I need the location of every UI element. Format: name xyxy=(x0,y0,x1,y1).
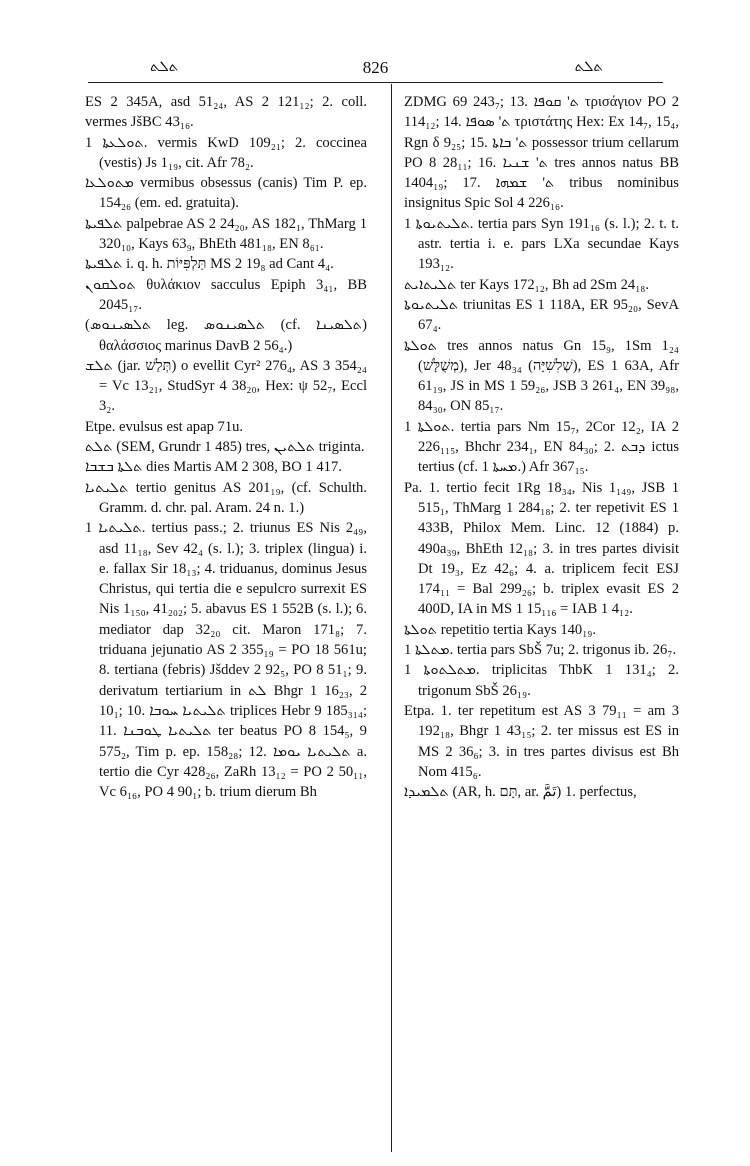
dictionary-entry: ܡܬܠܬܘܬܐ 1. triplicitas ThbK 1 131₄; 2. trigonum SbŠ 26₁₉. xyxy=(404,662,679,699)
running-head-left: ܬܠܬ xyxy=(150,59,179,75)
page-number: 826 xyxy=(362,58,389,77)
dictionary-entry: ܬܘܠܬܐ 1. tertia pars Nm 15₇, 2Cor 12₂, IA 2 226₁₁₅, Bhchr 234₁, EN 84₃₀; 2. ܕܒܬ ictus tertius (cf. ܡܚܬܐ 1.) Afr 367₁₅. xyxy=(404,418,679,476)
dictionary-entry: ܬܠܝܬܝܐ tertio genitus AS 201₁₉, (cf. Schulth. Gramm. d. chr. pal. Aram. 24 n. 1.) xyxy=(85,479,367,516)
dictionary-entry: ܬܠܝܬܝܘܬܐ triunitas ES 1 118A, ER 95₂₀, SevA 67₄. xyxy=(404,296,679,334)
dictionary-entry: ES 2 345A, asd 51₂₄, AS 2 121₁₂; 2. coll. vermes JšBC 43₁₆. xyxy=(85,94,367,131)
dictionary-entry: ܬܠܦܝܬܐ i. q. h. תַּלְפִּיּוֹת MS 2 19₈ ad Cant 4₄. xyxy=(85,256,334,273)
dictionary-entry: ܬܘܠܩܘܢ θυλάκιον sacculus Epiph 3₄₁, BB 2045₁₇. xyxy=(85,276,367,313)
dictionary-entry: ܬܠܡܝܕܐ (AR, h. תָּם, ar. تَمَّ) 1. perfectus, xyxy=(404,784,637,801)
dictionary-entry: ܬܘܠܬܐ repetitio tertia Kays 140₁₉. xyxy=(404,621,597,638)
dictionary-entry: ܬܠܫ (jar. תְּלַשׁ) o evellit Cyr² 276₄, AS 3 354₂₄ = Vc 13₂₁, StudSyr 4 38₂₀, Hex: ψ 52₇, Eccl 3₂. xyxy=(85,357,367,415)
running-head-right: ܬܠܬ xyxy=(574,59,603,75)
dictionary-entry: ܬܠܝܬܝܐ 1. tertius pass.; 2. triunus ES Nis 2₄₉, asd 11₁₈, Sev 42₄ (s. l.); 3. triplex (lingua) i. e. fallax Sir 18₁₃; 4. triduanus, dominus Jesus Christus, qui tertia die e sepulcro surrexit ES Nis 1₁₅₀, 41₂₀₂; 5. abavus ES 1 552B (s. l.); 6. mediator dap 32₂₀ cit. Maron 171₈; 7. triduana jejunatio AS 2 355₁₉ = PO 18 561u; 8. tertiana (febris) Jšddev 2 92₅, PO 8 51₁; 9. derivatum tertiarium in ܠܬ Bhgr 1 16₂₃, 2 10₁; 10. ܬܠܝܬܝܐ ܚܘܒܐ triplices Hebr 9 185₃₁₄; 11. ܬܠܝܬܝܐ ܛܘܒܢܐ ter beatus PO 8 154₅, 9 575₂, Tim p. ep. 158₂₈; 12. ܬܠܝܬܝܐ ܝܘܡܐ a. tertio die Cyr 428₂₆, ZaRh 13₁₂ = PO 2 50₁₁, Vc 6₁₆, PO 4 90₁; b. trium dierum Bh xyxy=(85,520,368,801)
dictionary-entry: (ܬܠܣܝܢܘܣ leg. ܬܠܣܝܢܘܣ (cf. ܬܠܣܝܢܐ) θαλάσσιος marinus DavB 2 56₄.) xyxy=(85,317,367,354)
dictionary-entry: ܡܬܘܠܥܐ vermibus obsessus (canis) Tim P. ep. 154₂₆ (em. ed. gratuita). xyxy=(85,175,367,212)
dictionary-entry: ܬܘܠܥܬܐ 1. vermis KwD 109₂₁; 2. coccinea (vestis) Js 1₁₉, cit. Afr 78₂. xyxy=(85,134,367,171)
column-divider xyxy=(391,84,392,1152)
dictionary-entry: ܬܠܬܐ ܒܫܒܐ dies Martis AM 2 308, BO 1 417. xyxy=(85,459,342,476)
left-column xyxy=(85,92,367,802)
dictionary-entry: ܬܠܦܝܬܐ palpebrae AS 2 24₂₀, AS 182₁, ThMarg 1 320₁₀, Kays 63₉, BhEth 481₁₈, EN 8₆₁. xyxy=(85,215,367,253)
dictionary-entry: Pa. 1. tertio fecit 1Rg 18₃₄, Nis 1₁₄₉, JSB 1 515₁, ThMarg 1 284₁₈; 2. ter repetivit ES 1 433B, Philox Mem. Linc. 12 (1884) p. 490a₃₉, BhEth 12₁₈; 3. in tres partes divisit Dt 19₃, Ez 42₆; 4. a. triplicem fecit ESJ 174₁₁ = Bal 299₂₆; b. triplex evasit ES 2 400D, IA in MS 1 15₁₁₆ = IAB 1 4₁₂. xyxy=(404,479,679,618)
right-column xyxy=(404,92,679,802)
dictionary-entry: ܬܠܬ (SEM, Grundr 1 485) tres, ܬܠܬܝܢ triginta. xyxy=(85,439,365,456)
dictionary-entry: ܬܘܠܬܐ tres annos natus Gn 15₉, 1Sm 1₂₄ (מְשֻׁלָּשׁ), Jer 48₃₄ (שְׁלִשִׁיָּה), ES 1 63A, Afr 61₁₉, JS in MS 1 59₂₆, JSB 3 261₄, EN 39₉₈, 84₃₀, ON 85₁₇. xyxy=(404,337,679,415)
dictionary-entry: ܬܠܝܬܐܝܬ ter Kays 172₁₂, Bh ad 2Sm 24₁₈. xyxy=(404,276,650,293)
dictionary-entry: ܡܬܠܬܐ 1. tertia pars SbŠ 7u; 2. trigonus ib. 26₇. xyxy=(404,642,677,659)
running-head xyxy=(88,58,663,82)
dictionary-entry: Etpe. evulsus est apap 71u. xyxy=(85,418,244,435)
dictionary-entry: Etpa. 1. ter repetitum est AS 3 79₁₁ = am 3 192₁₈, Bhgr 1 43₁₅; 2. ter missus est ES in MS 2 36₆; 3. in tres partes divisus est Bh Nom 415₆. xyxy=(404,702,679,780)
dictionary-entry: ZDMG 69 243₇; 13. ܬ' ܩܘܦܐ τρισάγιον PO 2 114₁₂; 14. ܬ' ܣܘܦܐ τριστάτης Hex: Ex 14₇, 15₄, Rgn δ 9₂₅; 15. ܬ' ܒܐܬܐ possessor trium cellarum PO 8 28₁₁; 16. ܬ' ܫܢܝܐ tres annos natus BB 1404₁₉; 17. ܬ' ܫܡܗܐ tribus nominibus insignitus Spic Sol 4 226₁₆. xyxy=(404,94,680,212)
header-rule xyxy=(88,82,663,83)
dictionary-entry: ܬܠܝܬܝܘܬܐ 1. tertia pars Syn 191₁₆ (s. l.); 2. t. t. astr. tertia i. e. pars LXa secundae Kays 193₁₂. xyxy=(404,215,679,273)
